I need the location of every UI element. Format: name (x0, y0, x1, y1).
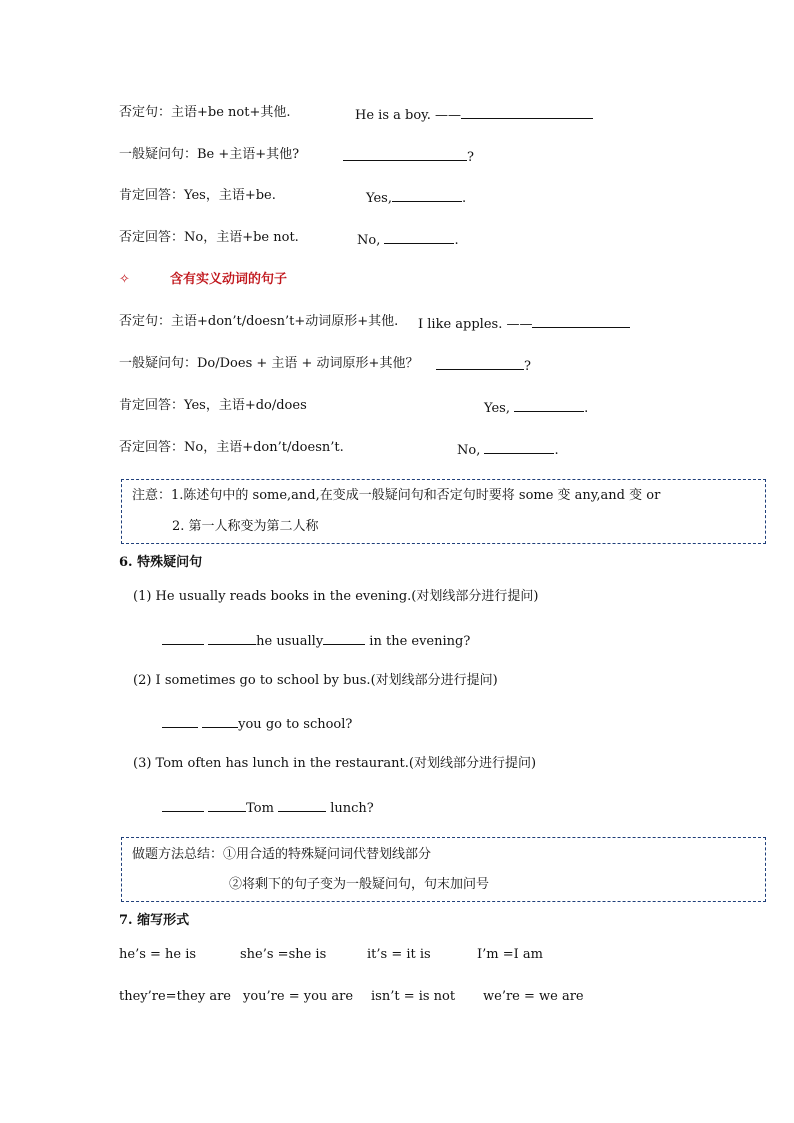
contraction-item: we’re = we are (483, 989, 584, 1004)
period: . (454, 233, 459, 248)
answer-blank[interactable] (162, 797, 204, 812)
answer-blank[interactable] (532, 313, 630, 328)
be-no-rule: 否定回答：No，主语+be not. (119, 230, 299, 245)
note-line-1: 注意：1.陈述句中的 some,and,在变成一般疑问句和否定句时要将 some 变 any,and 变 or (132, 488, 661, 503)
answer-blank[interactable] (162, 713, 198, 728)
period: . (554, 443, 559, 458)
verb-negative-rule: 否定句：主语+don’t/doesn’t+动词原形+其他. (119, 314, 399, 329)
section-6-title: 6. 特殊疑问句 (119, 555, 203, 570)
answer-blank[interactable] (514, 397, 584, 412)
verb-no-answer (457, 439, 559, 460)
answer-blank[interactable] (392, 187, 462, 202)
answer-prefix: No, (357, 233, 381, 248)
verb-question-answer (436, 355, 531, 376)
verb-question-rule: 一般疑问句：Do/Does + 主语 + 动词原形+其他？ (119, 356, 419, 371)
method-line-2: ②将剩下的句子变为一般疑问句，句末加问号 (229, 877, 490, 892)
answer-blank[interactable] (278, 797, 326, 812)
question-3-answer (162, 797, 374, 818)
be-negative-example (355, 104, 593, 125)
answer-prefix: Yes, (366, 191, 392, 206)
answer-blank[interactable] (162, 630, 204, 645)
period: . (584, 401, 589, 416)
example-sentence: He is a boy. —— (355, 108, 462, 123)
contraction-item: he’s = he is (119, 947, 197, 962)
answer-middle: Tom (246, 801, 274, 816)
verb-yes-rule: 肯定回答：Yes，主语+do/does (119, 398, 307, 413)
contraction-item: they’re=they are (119, 989, 231, 1004)
contraction-item: I’m =I am (477, 947, 543, 962)
verb-section-heading: 含有实义动词的句子 (170, 272, 288, 287)
answer-blank[interactable] (208, 797, 246, 812)
question-1-text: (1) He usually reads books in the evening.(对划线部分进行提问) (133, 589, 539, 604)
answer-prefix: Yes, (484, 401, 510, 416)
answer-blank[interactable] (208, 630, 256, 645)
answer-blank[interactable] (436, 355, 524, 370)
be-question-rule: 一般疑问句：Be +主语+其他? (119, 147, 300, 162)
period: . (461, 191, 467, 206)
answer-end: lunch? (326, 801, 374, 816)
be-question-answer (343, 146, 474, 167)
answer-blank[interactable] (343, 146, 467, 161)
answer-end: in the evening? (365, 634, 471, 649)
verb-negative-example (418, 313, 630, 334)
answer-blank[interactable] (323, 630, 365, 645)
verb-yes-answer (484, 397, 588, 418)
question-2-text: (2) I sometimes go to school by bus.(对划线部分进行提问) (133, 673, 498, 688)
be-no-answer (357, 229, 459, 250)
note-line-2: 2. 第一人称变为第二人称 (172, 519, 319, 534)
verb-no-rule: 否定回答：No，主语+don’t/doesn’t. (119, 440, 344, 455)
contraction-item: you’re = you are (243, 989, 354, 1004)
section-7-title: 7. 缩写形式 (119, 913, 190, 928)
contraction-item: isn’t = is not (371, 989, 456, 1004)
question-2-answer (162, 713, 352, 734)
question-mark: ? (467, 150, 474, 165)
answer-blank[interactable] (202, 713, 238, 728)
answer-blank[interactable] (461, 104, 593, 119)
be-yes-rule: 肯定回答：Yes，主语+be. (119, 188, 276, 203)
question-mark: ? (524, 359, 531, 374)
answer-blank[interactable] (484, 439, 554, 454)
contraction-item: it’s = it is (367, 947, 431, 962)
answer-prefix: No, (457, 443, 481, 458)
question-1-answer (162, 630, 470, 651)
example-sentence: I like apples. —— (418, 317, 533, 332)
be-negative-rule: 否定句：主语+be not+其他. (119, 105, 291, 120)
contraction-item: she’s =she is (240, 947, 327, 962)
diamond-bullet-icon: ✧ (119, 272, 130, 287)
answer-middle: he usually (256, 634, 324, 649)
answer-blank[interactable] (384, 229, 454, 244)
be-yes-answer (366, 187, 466, 208)
question-3-text: (3) Tom often has lunch in the restaurant.(对划线部分进行提问) (133, 756, 537, 771)
answer-end: you go to school? (238, 717, 353, 732)
method-line-1: 做题方法总结：①用合适的特殊疑问词代替划线部分 (132, 847, 432, 862)
